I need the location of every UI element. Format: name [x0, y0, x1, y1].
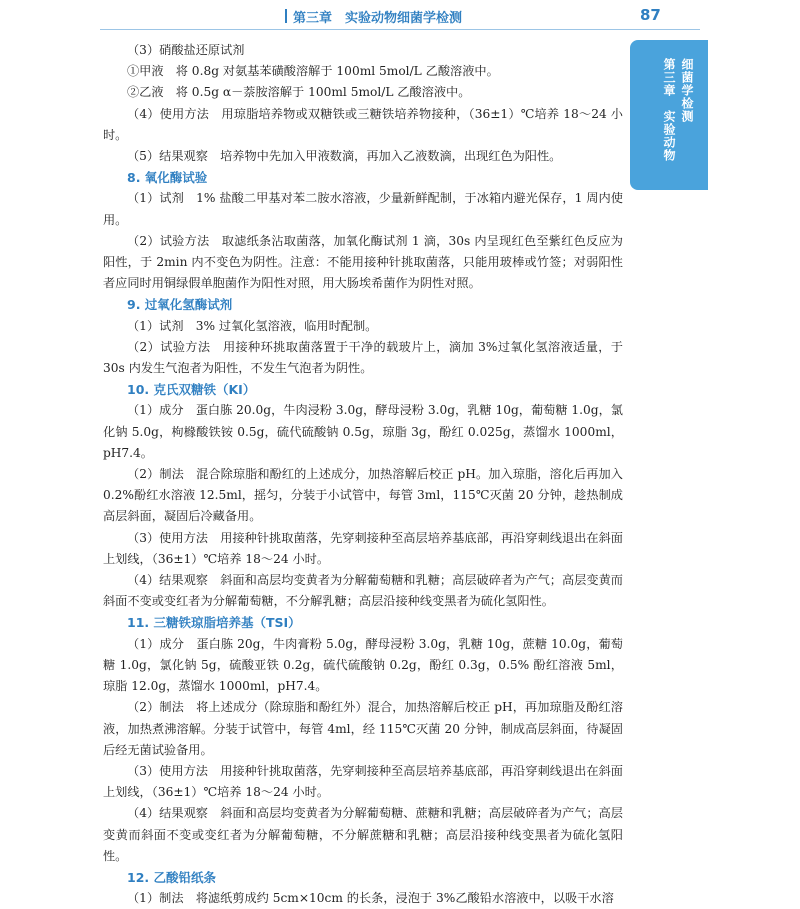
body-paragraph: （3）硝酸盐还原试剂 [127, 43, 245, 57]
body-paragraph: （1）试剂 3% 过氧化氢溶液，临用时配制。 [127, 318, 378, 333]
section-heading: 12. 乙酸铅纸条 [127, 869, 216, 885]
side-tab-line-2: 第三章 实验动物 [662, 58, 676, 162]
side-tab-line-1: 细菌学检测 [680, 58, 694, 123]
body-paragraph: ①甲液 将 0.8g 对氨基苯磺酸溶解于 100ml 5mol/L 乙酸溶液中。 [127, 64, 499, 79]
page-header [0, 6, 800, 28]
body-paragraph: （2）试验方法 用接种环挑取菌落置于干净的载玻片上，滴加 3%过氧化氢溶液适量，于 30s 内发生气泡者为阳性，不发生气泡者为阴性。 [103, 339, 623, 376]
page-body [103, 40, 623, 909]
body-paragraph: （2）制法 将上述成分（除琼脂和酚红外）混合，加热溶解后校正 pH，再加琼脂及酚红溶液，加热煮沸溶解。分装于试管中，每管 4ml，经 115℃灭菌 20 分钟，制成高层斜面，待凝固后经无菌试验备用。 [103, 700, 623, 757]
body-paragraph: （3）使用方法 用接种针挑取菌落，先穿刺接种至高层培养基底部，再沿穿刺线退出在斜面上划线，（36±1）℃培养 18～24 小时。 [103, 530, 623, 566]
body-paragraph: （4）结果观察 斜面和高层均变黄者为分解葡萄糖、蔗糖和乳糖；高层破碎者为产气；高层变黄而斜面不变或变红者为分解葡萄糖，不分解蔗糖和乳糖；高层沿接种线变黑者为硫化氢阳性。 [103, 806, 623, 863]
body-paragraph: ②乙液 将 0.5g α－萘胺溶解于 100ml 5mol/L 乙酸溶液中。 [127, 85, 471, 100]
header-accent-bar [285, 9, 287, 23]
body-paragraph: （1）制法 将滤纸剪成约 5cm×10cm 的长条，浸泡于 3%乙酸铅水溶液中，以吸干水溶 [127, 891, 614, 906]
body-paragraph: （2）试验方法 取滤纸条沾取菌落，加氧化酶试剂 1 滴，30s 内呈现红色至紫红色反应为阳性，于 2min 内不变色为阴性。注意：不能用接种针挑取菌落，只能用玻棒或竹签；对弱阳性者应同时用铜绿假单胞菌作为阳性对照，用大肠埃希菌作为阴性对照。 [103, 233, 623, 291]
body-paragraph: （1）试剂 1% 盐酸二甲基对苯二胺水溶液，少量新鲜配制，于冰箱内避光保存，1 周内使用。 [103, 191, 623, 227]
body-paragraph: （1）成分 蛋白胨 20g，牛肉膏粉 5.0g，酵母浸粉 3.0g，乳糖 10g，蔗糖 10.0g，葡萄糖 1.0g，氯化钠 5g，硫酸亚铁 0.2g，硫代硫酸钠 0.2g，酚红 0.3g，0.5% 酚红溶液 5ml，琼脂 12.0g，蒸馏水 1000ml，pH7.4。 [103, 636, 623, 694]
body-paragraph: （4）结果观察 斜面和高层均变黄者为分解葡萄糖和乳糖；高层破碎者为产气；高层变黄而斜面不变或变红者为分解葡萄糖，不分解乳糖；高层沿接种线变黑者为硫化氢阳性。 [103, 573, 623, 609]
body-paragraph: （1）成分 蛋白胨 20.0g，牛肉浸粉 3.0g，酵母浸粉 3.0g，乳糖 10g，葡萄糖 1.0g，氯化钠 5.0g，枸橼酸铁铵 0.5g，硫代硫酸钠 0.5g，琼脂 3g，酚红 0.025g，蒸馏水 1000ml，pH7.4。 [103, 403, 623, 460]
section-heading: 9. 过氧化氢酶试剂 [127, 297, 233, 313]
section-heading: 8. 氧化酶试验 [127, 170, 208, 186]
chapter-title: 第三章 实验动物细菌学检测 [293, 11, 463, 26]
body-paragraph: （5）结果观察 培养物中先加入甲液数滴，再加入乙液数滴，出现红色为阳性。 [127, 149, 562, 164]
chapter-side-tab [630, 40, 708, 190]
body-paragraph: （3）使用方法 用接种针挑取菌落，先穿刺接种至高层培养基底部，再沿穿刺线退出在斜面上划线，（36±1）℃培养 18～24 小时。 [103, 763, 623, 800]
section-heading: 11. 三糖铁琼脂培养基（TSI） [127, 615, 301, 631]
section-heading: 10. 克氏双糖铁（KI） [127, 382, 256, 398]
header-divider [100, 29, 700, 30]
body-paragraph: （4）使用方法 用琼脂培养物或双糖铁或三糖铁培养物接种，（36±1）℃培养 18～24 小时。 [103, 106, 623, 142]
body-paragraph: （2）制法 混合除琼脂和酚红的上述成分，加热溶解后校正 pH。加入琼脂，溶化后再加入 0.2%酚红水溶液 12.5ml，摇匀，分装于小试管中，每管 3ml，115℃灭菌 20 分钟，趁热制成高层斜面，凝固后冷藏备用。 [103, 467, 623, 524]
page-number: 87 [640, 6, 661, 24]
